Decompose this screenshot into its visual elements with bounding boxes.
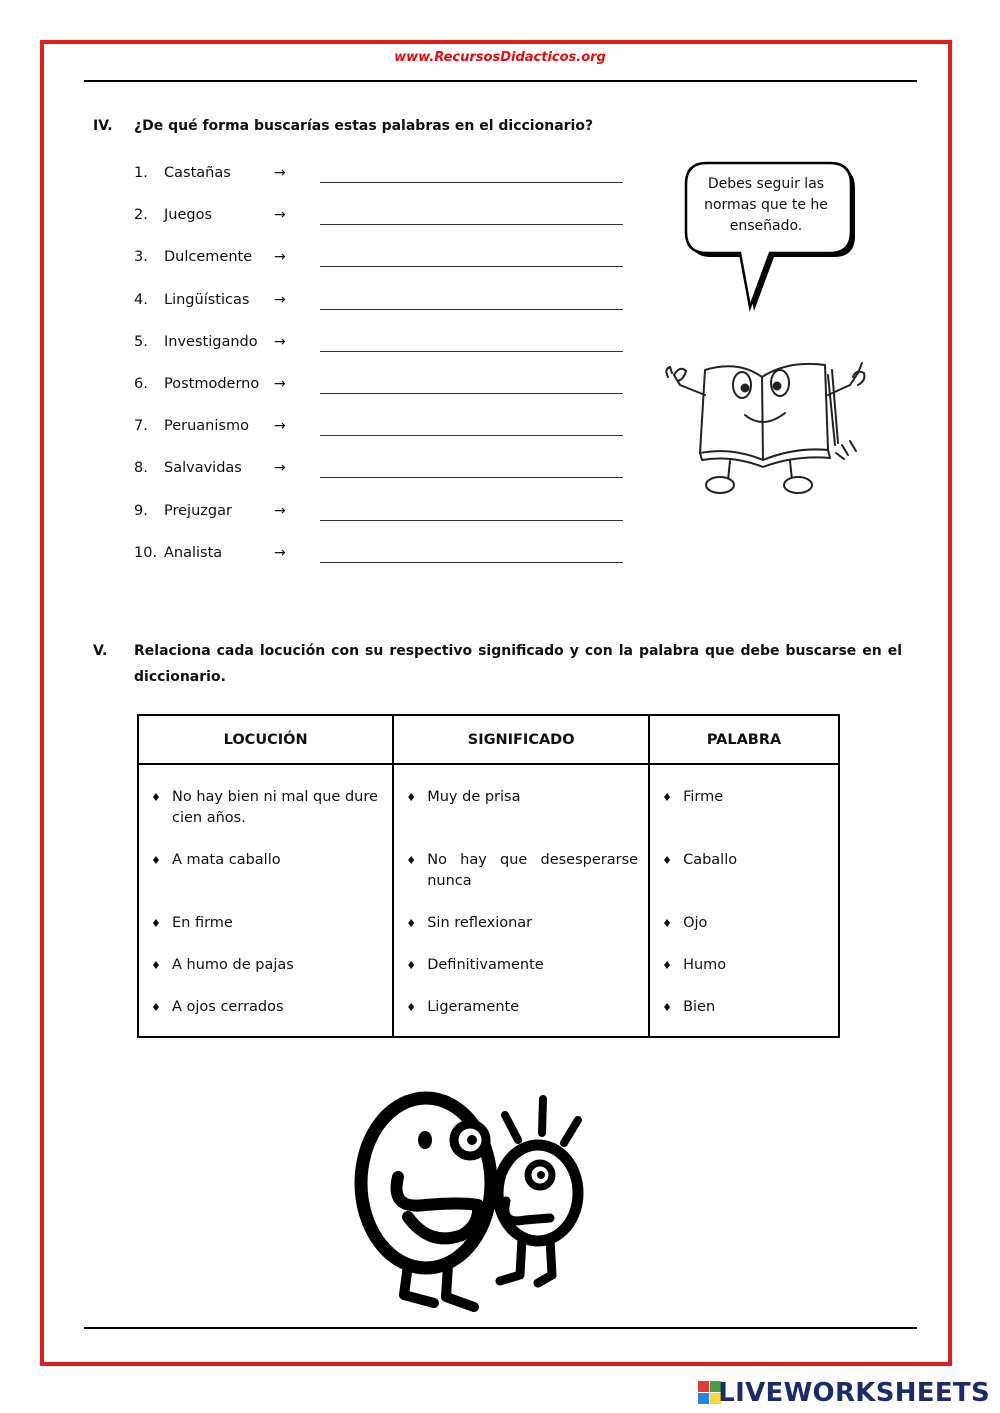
header-locucion: LOCUCIÓN	[138, 715, 393, 764]
header-palabra: PALABRA	[649, 715, 839, 764]
answer-field[interactable]	[320, 477, 623, 478]
item-number: 6.	[134, 375, 148, 392]
header-significado: SIGNIFICADO	[393, 715, 649, 764]
arrow-icon: →	[274, 460, 286, 477]
answer-field[interactable]	[320, 562, 623, 563]
list-item	[134, 460, 634, 502]
diamond-bullet-icon: ♦	[406, 959, 417, 972]
list-item	[134, 503, 634, 545]
palabra-item[interactable]: ♦ Humo	[662, 955, 828, 976]
answer-field[interactable]	[320, 266, 623, 267]
significado-item[interactable]: ♦ Definitivamente	[406, 955, 638, 976]
significado-item[interactable]: ♦ No hay que desesperarse nunca	[406, 852, 639, 889]
item-number: 10.	[134, 544, 158, 561]
item-number: 2.	[134, 207, 148, 224]
item-word: Postmoderno	[164, 375, 260, 392]
diamond-bullet-icon: ♦	[662, 791, 672, 804]
item-word: Prejuzgar	[164, 502, 232, 519]
locucion-column	[138, 764, 393, 1037]
palabra-column	[649, 764, 839, 1037]
item-word: Analista	[164, 544, 223, 561]
answer-field[interactable]	[320, 309, 623, 310]
arrow-icon: →	[274, 418, 286, 435]
significado-column	[393, 764, 649, 1037]
answer-field[interactable]	[320, 224, 623, 225]
item-number: 8.	[134, 460, 148, 477]
list-item	[134, 165, 634, 207]
diamond-bullet-icon: ♦	[662, 959, 672, 972]
arrow-icon: →	[274, 207, 286, 224]
diamond-bullet-icon: ♦	[406, 854, 417, 867]
diamond-bullet-icon: ♦	[151, 959, 161, 972]
item-word: Juegos	[164, 207, 213, 224]
palabra-item[interactable]: ♦ Firme	[662, 787, 828, 808]
diamond-bullet-icon: ♦	[406, 1001, 417, 1014]
significado-item[interactable]: ♦ Muy de prisa	[406, 787, 638, 808]
list-item	[134, 418, 634, 460]
arrow-icon: →	[274, 502, 286, 519]
item-word: Investigando	[164, 333, 258, 350]
list-item	[134, 249, 634, 291]
arrow-icon: →	[274, 333, 286, 350]
arrow-icon: →	[274, 291, 286, 308]
answer-field[interactable]	[320, 182, 623, 183]
section-iv-number: IV.	[93, 118, 113, 134]
section-iv-title: ¿De qué forma buscarías estas palabras en el diccionario?	[134, 118, 594, 134]
diamond-bullet-icon: ♦	[151, 917, 161, 930]
diamond-bullet-icon: ♦	[662, 1001, 672, 1014]
answer-field[interactable]	[320, 435, 623, 436]
palabra-item[interactable]: ♦ Ojo	[662, 913, 828, 934]
section-v-number: V.	[93, 643, 108, 659]
diamond-bullet-icon: ♦	[662, 917, 672, 930]
item-word: Dulcemente	[164, 249, 253, 266]
item-number: 7.	[134, 418, 148, 435]
smiley-characters-icon	[350, 1085, 600, 1315]
locucion-item[interactable]: ♦ En firme	[151, 913, 382, 934]
item-word: Peruanismo	[164, 418, 249, 435]
significado-item[interactable]: ♦ Sin reflexionar	[406, 913, 638, 934]
list-item	[134, 292, 634, 334]
arrow-icon: →	[274, 375, 286, 392]
locucion-item[interactable]: ♦ No hay bien ni mal que dure cien años.	[151, 789, 378, 826]
diamond-bullet-icon: ♦	[151, 854, 161, 867]
arrow-icon: →	[274, 544, 286, 561]
matching-table	[137, 714, 840, 1038]
diamond-bullet-icon: ♦	[406, 917, 417, 930]
locucion-item[interactable]: ♦ A humo de pajas	[151, 955, 382, 976]
item-word: Castañas	[164, 165, 231, 181]
significado-item[interactable]: ♦ Ligeramente	[406, 997, 638, 1018]
footer-rule	[84, 1327, 917, 1329]
item-number: 3.	[134, 249, 148, 266]
list-item	[134, 334, 634, 376]
list-item	[134, 545, 634, 587]
answer-field[interactable]	[320, 393, 623, 394]
book-mascot-icon	[660, 355, 875, 500]
answer-field[interactable]	[320, 351, 623, 352]
list-item	[134, 207, 634, 249]
item-word: Salvavidas	[164, 460, 242, 477]
diamond-bullet-icon: ♦	[151, 791, 161, 804]
speech-bubble-text: Debes seguir las normas que te he enseñado.	[704, 176, 828, 234]
diamond-bullet-icon: ♦	[662, 854, 672, 867]
site-url[interactable]: www.RecursosDidacticos.org	[394, 50, 606, 65]
list-item	[134, 376, 634, 418]
palabra-item[interactable]: ♦ Bien	[662, 997, 828, 1018]
liveworksheets-brand[interactable]: LIVEWORKSHEETS	[718, 1378, 990, 1408]
section-v-title: Relaciona cada locución con su respectivo significado y con la palabra que debe buscarse en el diccionario.	[134, 643, 902, 685]
item-number: 1.	[134, 165, 148, 181]
diamond-bullet-icon: ♦	[151, 1001, 161, 1014]
word-list	[134, 165, 634, 587]
item-number: 5.	[134, 333, 148, 350]
item-number: 4.	[134, 291, 148, 308]
header-rule	[84, 80, 917, 82]
item-number: 9.	[134, 502, 148, 519]
item-word: Lingüísticas	[164, 291, 250, 308]
locucion-item[interactable]: ♦ A ojos cerrados	[151, 997, 382, 1018]
arrow-icon: →	[274, 249, 286, 266]
palabra-item[interactable]: ♦ Caballo	[662, 850, 828, 871]
diamond-bullet-icon: ♦	[406, 791, 417, 804]
arrow-icon: →	[274, 165, 286, 181]
locucion-item[interactable]: ♦ A mata caballo	[151, 850, 382, 871]
answer-field[interactable]	[320, 520, 623, 521]
